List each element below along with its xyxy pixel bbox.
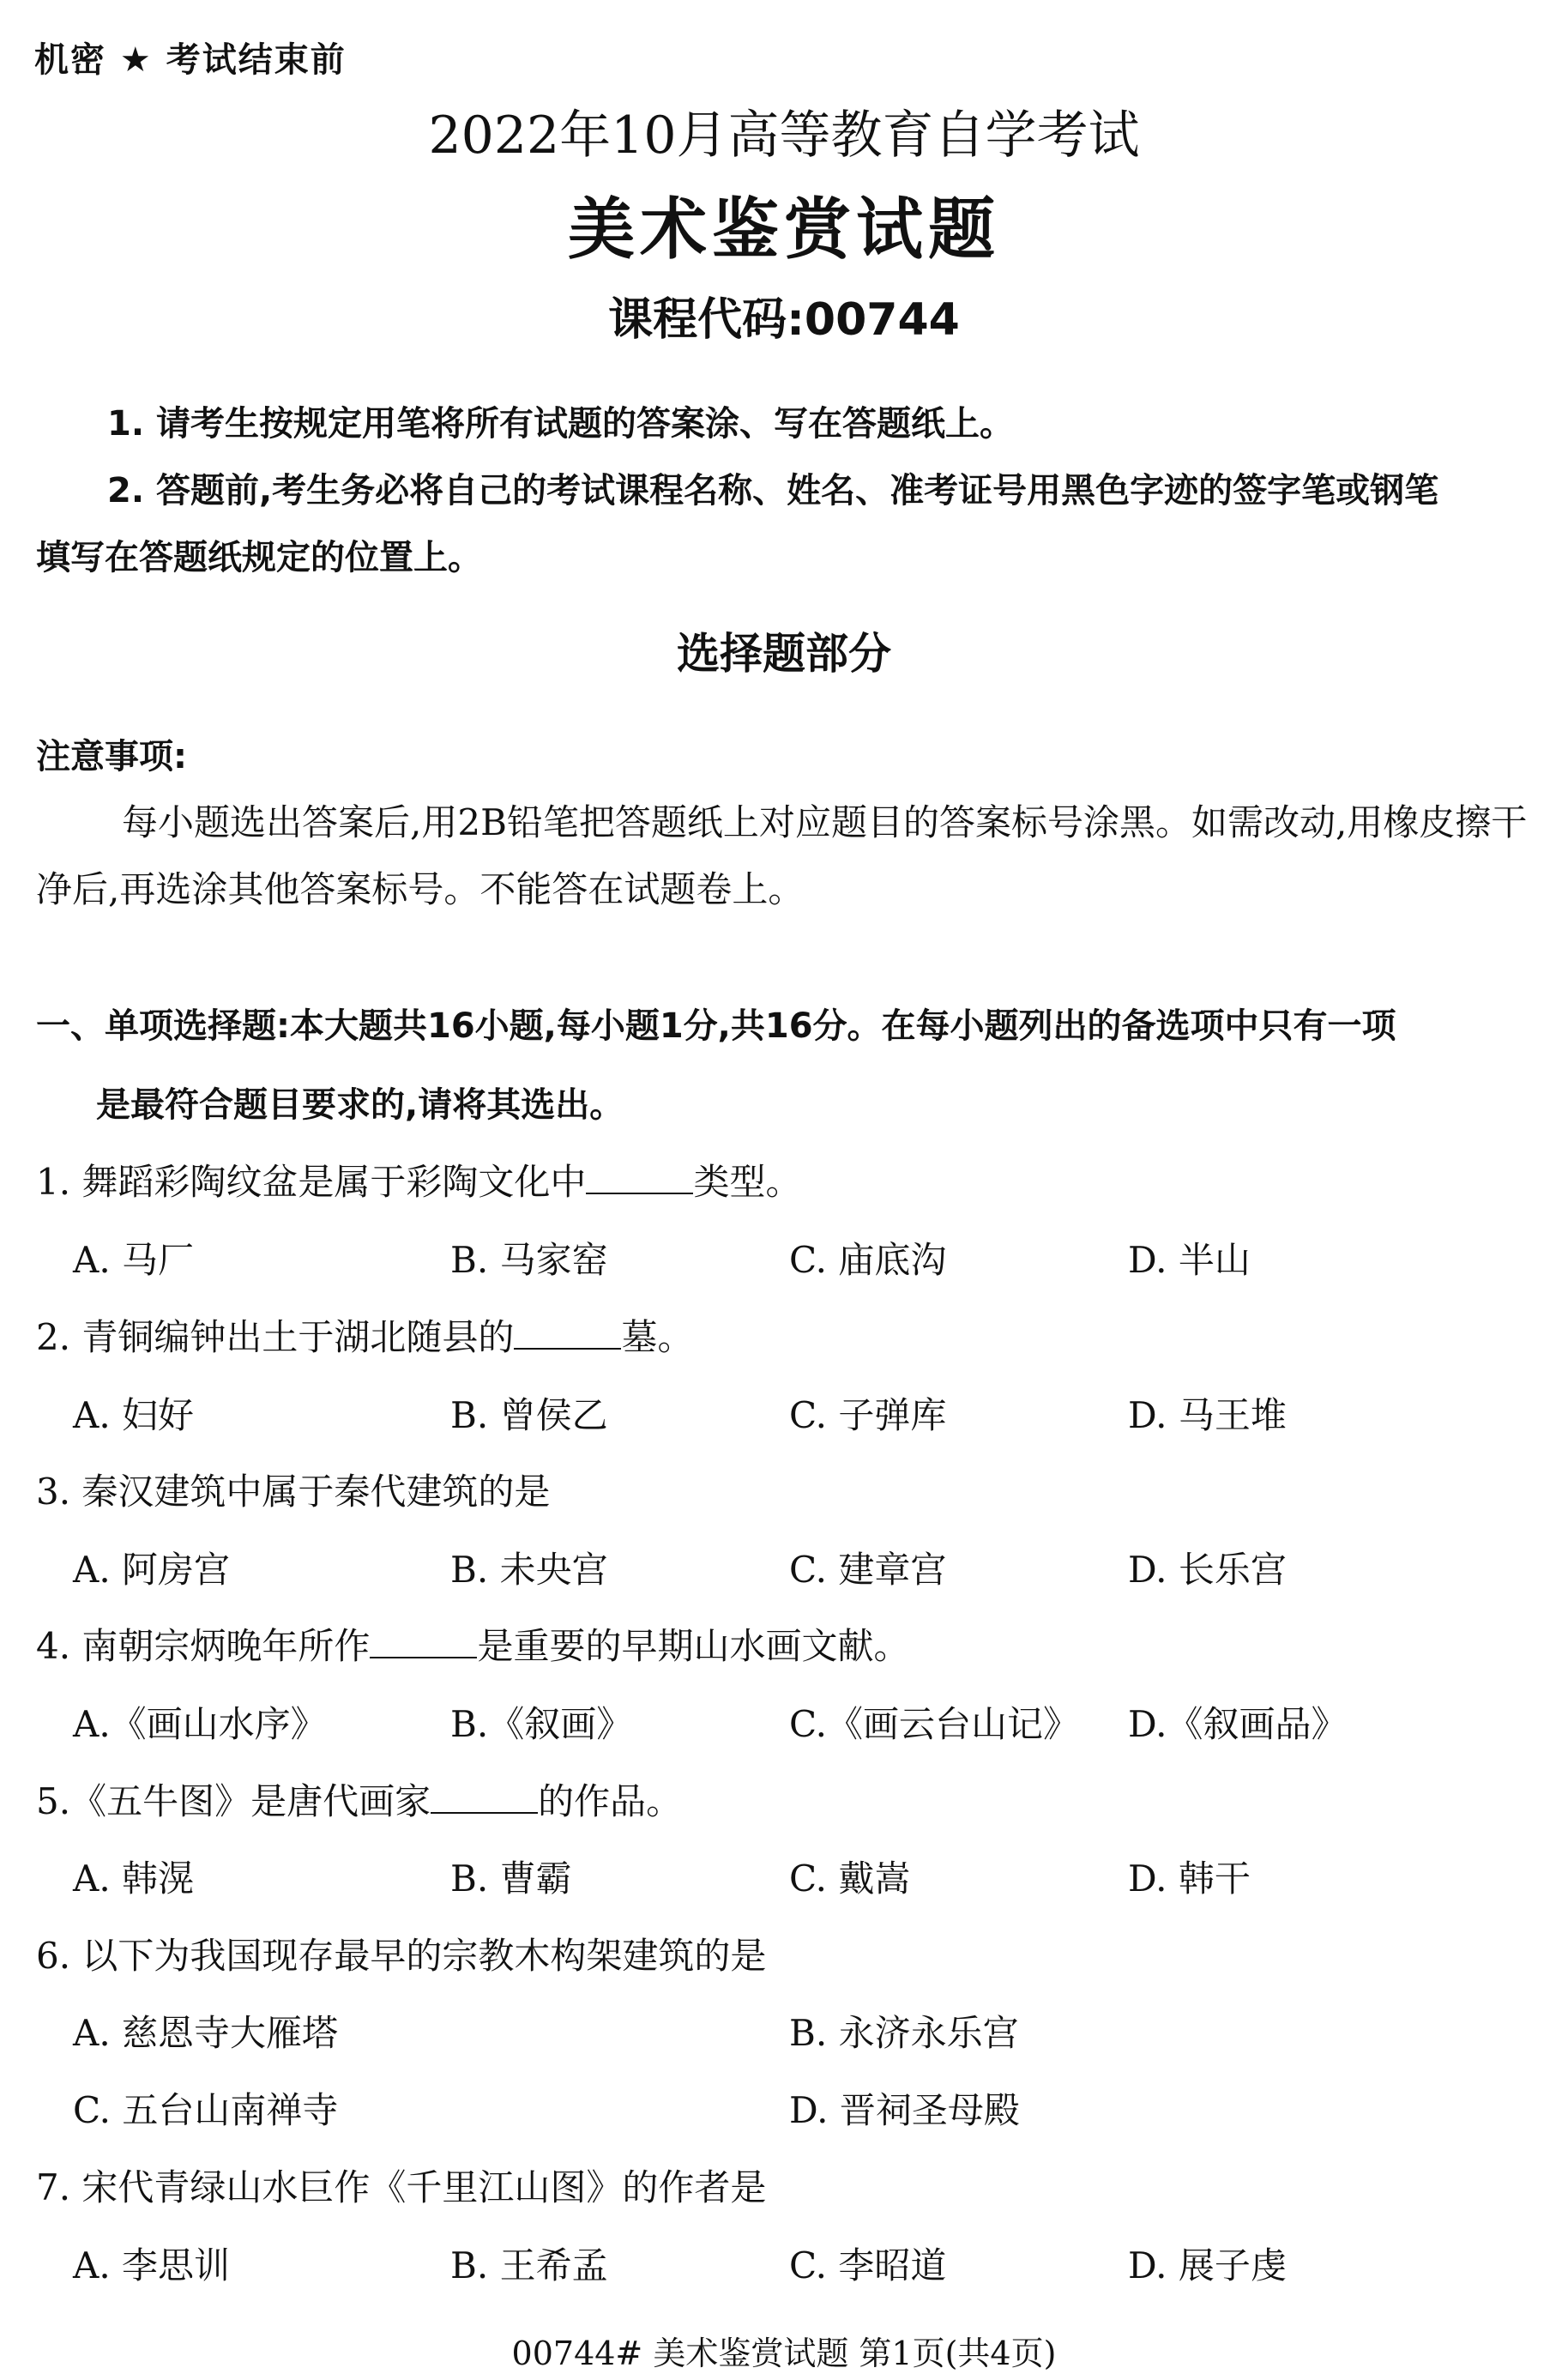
question-1-option-d: D. 半山 [1128,1239,1251,1281]
question-4-text-end: 是重要的早期山水画文献。 [477,1625,910,1667]
answer-blank [370,1628,477,1658]
question-5-text-end: 的作品。 [538,1780,683,1822]
question-6-stem: 6. 以下为我国现存最早的宗教木构架建筑的是 [36,1935,767,1977]
question-2-option-a: A. 妇好 [73,1394,195,1436]
question-1-text: 1. 舞蹈彩陶纹盆是属于彩陶文化中 [36,1161,587,1203]
question-1-text-end: 类型。 [693,1161,802,1203]
question-2-text: 2. 青铜编钟出土于湖北随县的 [36,1316,515,1358]
part-one-heading [36,987,1546,1145]
question-3-option-a: A. 阿房宫 [73,1549,231,1591]
question-7-stem: 7. 宋代青绿山水巨作《千里江山图》的作者是 [36,2166,767,2208]
question-3-stem: 3. 秦汉建筑中属于秦代建筑的是 [36,1471,551,1513]
question-7-option-d: D. 展子虔 [1128,2244,1287,2286]
answer-blank [514,1319,621,1350]
question-5-option-b: B. 曹霸 [450,1858,572,1900]
question-3-option-c: C. 建章宫 [789,1549,947,1591]
question-4-stem [36,1618,909,1670]
question-4-text: 4. 南朝宗炳晚年所作 [36,1625,371,1667]
confidential-mark: 机密 ★ 考试结束前 [34,40,347,80]
question-7-option-b: B. 王希孟 [450,2244,608,2286]
answer-blank [586,1163,693,1194]
question-1-option-b: B. 马家窑 [450,1239,608,1281]
question-4-option-a: A.《画山水序》 [73,1703,327,1745]
question-2-text-end: 墓。 [621,1316,694,1358]
question-3-option-d: D. 长乐宫 [1128,1549,1287,1591]
question-3-option-b: B. 未央宫 [450,1549,608,1591]
question-5-option-c: C. 戴嵩 [789,1858,911,1900]
question-4-option-b: B.《叙画》 [450,1703,633,1745]
exam-title: 2022年10月高等教育自学考试 [428,106,1140,166]
question-1-option-c: C. 庙底沟 [789,1239,947,1281]
question-2-option-c: C. 子弹库 [789,1394,947,1436]
question-6-option-a: A. 慈恩寺大雁塔 [73,2012,339,2054]
question-2-option-d: D. 马王堆 [1128,1394,1287,1436]
question-1-option-a: A. 马厂 [73,1239,195,1281]
question-4-option-c: C.《画云台山记》 [789,1703,1079,1745]
page-footer: 00744# 美术鉴赏试题 第1页(共4页) [511,2335,1057,2372]
question-5-stem [36,1773,682,1825]
question-5-option-d: D. 韩干 [1128,1858,1251,1900]
part-one-heading-line2: 是最符合题目要求的,请将其选出。 [96,1085,624,1125]
question-2-option-b: B. 曾侯乙 [450,1394,608,1436]
question-7-option-c: C. 李昭道 [789,2244,947,2286]
answer-blank [431,1783,538,1814]
question-1-stem [36,1154,801,1205]
question-5-option-a: A. 韩滉 [73,1858,195,1900]
instruction-2: 2. 答题前,考生务必将自己的考试课程名称、姓名、准考证号用黑色字迹的签字笔或钢笔 [107,471,1439,510]
question-6-option-d: D. 晋祠圣母殿 [789,2089,1020,2131]
course-code: 课程代码:00744 [608,294,960,346]
notice-text: 每小题选出答案后,用2B铅笔把答题纸上对应题目的答案标号涂黑。如需改动,用橡皮擦干净后,再选涂其他答案标号。不能答在试题卷上。 [36,801,1528,910]
question-4-option-d: D.《叙画品》 [1128,1703,1348,1745]
part-one-heading-line1: 一、单项选择题:本大题共16小题,每小题1分,共16分。在每小题列出的备选项中只有一项 [36,1006,1396,1046]
question-6-option-b: B. 永济永乐宫 [789,2012,1019,2054]
section-heading: 选择题部分 [677,629,891,679]
instruction-1: 1. 请考生按规定用笔将所有试题的答案涂、写在答题纸上。 [107,404,1014,444]
question-6-option-c: C. 五台山南禅寺 [73,2089,339,2131]
instruction-2-continued: 填写在答题纸规定的位置上。 [36,538,482,577]
question-2-stem [36,1309,693,1361]
question-5-text: 5.《五牛图》是唐代画家 [36,1780,431,1822]
notice-label: 注意事项: [36,737,187,776]
subject-title: 美术鉴赏试题 [567,191,1000,269]
question-7-option-a: A. 李思训 [73,2244,231,2286]
